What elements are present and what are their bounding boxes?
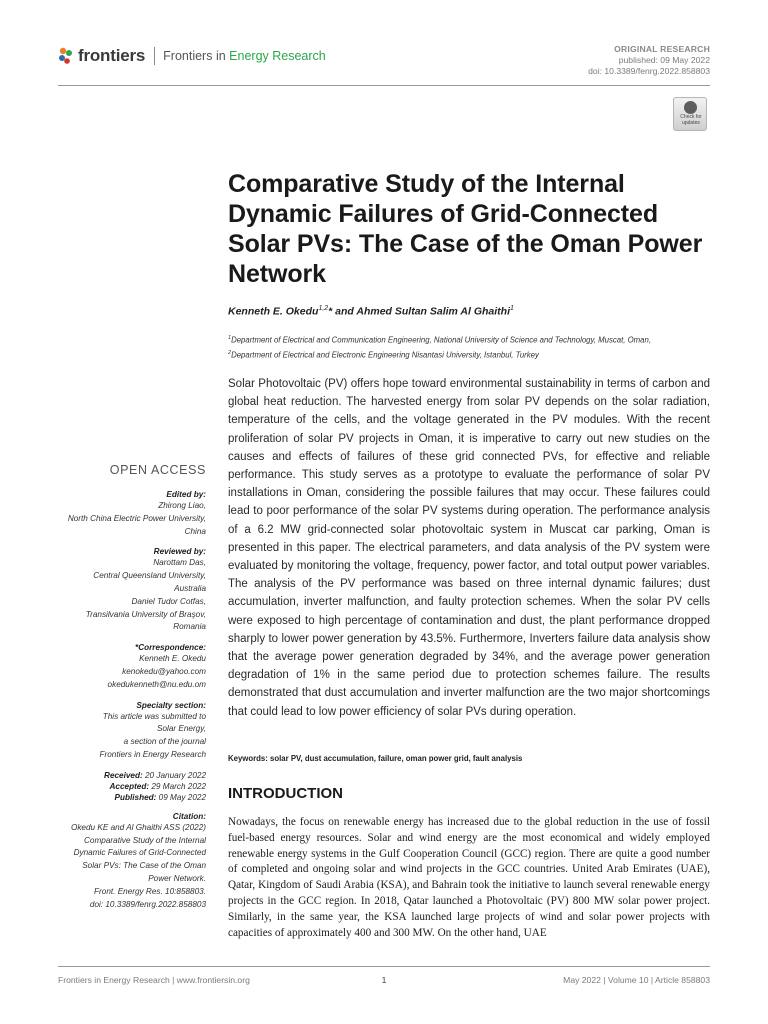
frontiers-logo-icon xyxy=(58,47,74,65)
affil-text: Department of Electrical and Electronic Engineering Nisantasi University, Istanbul, Turkey xyxy=(231,350,539,360)
published-date: published: 09 May 2022 xyxy=(618,55,710,65)
reviewer-line: Australia xyxy=(174,583,206,593)
frontiers-logo[interactable] xyxy=(58,44,326,68)
affil-sup: 1 xyxy=(228,335,232,341)
specialty-line: Frontiers in Energy Research xyxy=(99,749,206,759)
reviewer-line: Narottam Das, xyxy=(153,558,206,568)
citation-line: Front. Energy Res. 10:858803. xyxy=(94,886,206,896)
published-date-sidebar xyxy=(56,792,206,803)
article-title: Comparative Study of the Internal Dynamic Failures of Grid-Connected Solar PVs: The Case of the Oman Power Network xyxy=(228,170,703,288)
citation-line: Dynamic Failures of Grid-Connected xyxy=(73,848,206,858)
published-label: Published: xyxy=(114,792,157,802)
citation-heading: Citation: xyxy=(172,811,206,821)
affiliations xyxy=(228,332,710,361)
footer-journal-link[interactable]: Frontiers in Energy Research | www.frontiersin.org xyxy=(58,975,250,985)
reviewer-line: Daniel Tudor Cotfas, xyxy=(131,596,206,606)
citation-line: Power Network. xyxy=(148,873,206,883)
specialty-line: Solar Energy, xyxy=(157,724,206,734)
reviewer-line: Transilvania University of Braşov, xyxy=(85,609,206,619)
correspondence-line: Kenneth E. Okedu xyxy=(139,654,206,664)
footer-issue-info: May 2022 | Volume 10 | Article 858803 xyxy=(563,975,710,985)
journal-accent: Energy Research xyxy=(229,49,326,63)
header-divider xyxy=(58,85,710,86)
affiliation-item xyxy=(228,332,710,347)
abstract-text: Solar Photovoltaic (PV) offers hope toward environmental sustainability in terms of carbon and global heat reduction. The harvested energy from solar PV depends on the solar radiation, temperature of the cells, and the voltage generated in the PV modules. With the recent proliferation of solar PV projects in Oman, it is imperative to carry out new studies on the causes and effects of failures of these grid connected PVs, for effective and reliable performance. This study serves as a prototype to evaluate the performance of solar PV installations in Oman, considering the possible failures that may occur. These failures could lead to poor performance of the solar PV systems during operation. The performance analysis of a 6.2 MW grid-connected solar photovoltaic system in Muscat car parking, Oman is presented in this paper. The electrical parameters, and data analysis of the PV system were evaluated by monitoring the voltage, frequency, power factor, and total output power variables. The analysis of the PV performance was based on three internal dynamic failures; dust accumulation, inverter malfunction, and faulty protection schemes. When the solar PV cells were exposed to high percentage of contamination and dust, the plant performance dropped sharply to lower power generation by 43.5%. Furthermore, Inverters failure data analysis show that the average power generation degraded by 34%, and the average power generation degradation of 1% in the same period due to protection schemes failure. The results demonstrated that dust accumulation and inverter malfunction are the two major shortcomings that could lead to low power efficiency of solar PVs during operation. xyxy=(228,378,710,718)
footer-divider xyxy=(58,966,710,967)
received-label: Received: xyxy=(104,770,143,780)
intro-paragraph: Nowadays, the focus on renewable energy has increased due to the global reduction in the use of fossil fuel-based energy resources. Solar and wind energy are the most economical and widely employed renewable energy systems in the Gulf Cooperation Council (GCC) region. There are quite a good number of completed and ongoing solar and wind projects in the GCC countries. United Arab Emirates (UAE), Qatar, Kingdom of Saudi Arabia (KSA), and Bahrain took the initiative to launch several renewable energy projects in the GCC region. In 2018, Qatar launched a Photovoltaic (PV) 800 MW solar power project. Similarly, in the same year, the KSA launched large projects of wind and solar power projects with capacities of approximately 400 and 300 MW. On the other hand, UAE xyxy=(228,816,710,939)
corresponding-star: * xyxy=(328,305,333,318)
affil-sup: 2 xyxy=(228,349,232,356)
published-value: 09 May 2022 xyxy=(158,792,206,802)
edited-by-heading: Edited by: xyxy=(166,490,206,499)
article-sidebar xyxy=(56,463,206,911)
editor-line: North China Electric Power University, xyxy=(67,513,206,523)
journal-prefix: Frontiers in xyxy=(163,49,226,63)
specialty-line: This article was submitted to xyxy=(102,711,206,721)
citation-line: Comparative Study of the Internal xyxy=(84,835,206,845)
check-updates-icon xyxy=(684,101,697,114)
correspondence-heading: *Correspondence: xyxy=(135,643,206,653)
author-name[interactable]: and Ahmed Sultan Salim Al Ghaithi xyxy=(332,305,511,318)
check-updates-label: Check for updates xyxy=(680,114,702,126)
check-for-updates-button[interactable] xyxy=(673,97,707,131)
accepted-date xyxy=(56,781,206,792)
specialty-heading: Specialty section: xyxy=(136,700,206,710)
reviewer-line: Central Queensland University, xyxy=(93,571,206,581)
article-type: ORIGINAL RESEARCH xyxy=(614,44,710,54)
author-affil-sup: 1,2 xyxy=(318,305,329,312)
editor-line: China xyxy=(184,526,206,536)
author-affil-sup: 1 xyxy=(510,305,514,312)
section-heading: INTRODUCTION xyxy=(228,785,343,802)
citation-line: Okedu KE and Al Ghaithi ASS (2022) xyxy=(70,822,206,832)
page-number: 1 xyxy=(381,975,387,985)
logo-divider xyxy=(154,47,155,65)
journal-name[interactable] xyxy=(163,49,326,63)
affiliation-item xyxy=(228,347,710,362)
affil-text: Department of Electrical and Communication Engineering, National University of Science and Technology, Muscat, Oman, xyxy=(231,335,652,345)
citation-line: Solar PVs: The Case of the Oman xyxy=(82,861,206,871)
open-access-label: OPEN ACCESS xyxy=(109,463,206,477)
received-date xyxy=(56,770,206,781)
keywords: Keywords: solar PV, dust accumulation, failure, oman power grid, fault analysis xyxy=(228,754,523,763)
logo-wordmark: frontiers xyxy=(78,46,146,65)
email-link[interactable]: kenokedu@yahoo.com xyxy=(122,666,206,676)
doi-link[interactable]: doi: 10.3389/fenrg.2022.858803 xyxy=(588,66,710,76)
reviewer-line: Romania xyxy=(173,622,206,632)
author-list xyxy=(228,305,514,318)
accepted-value: 29 March 2022 xyxy=(151,781,206,791)
accepted-label: Accepted: xyxy=(109,781,150,791)
reviewed-by-heading: Reviewed by: xyxy=(153,547,206,557)
author-name[interactable]: Kenneth E. Okedu xyxy=(228,305,319,318)
received-value: 20 January 2022 xyxy=(145,770,206,780)
specialty-line: a section of the journal xyxy=(123,737,206,747)
email-link[interactable]: okedukenneth@nu.edu.om xyxy=(107,679,206,689)
article-meta xyxy=(588,44,710,77)
citation-doi-link[interactable]: doi: 10.3389/fenrg.2022.858803 xyxy=(89,899,206,909)
editor-line: Zhirong Liao, xyxy=(158,501,206,510)
